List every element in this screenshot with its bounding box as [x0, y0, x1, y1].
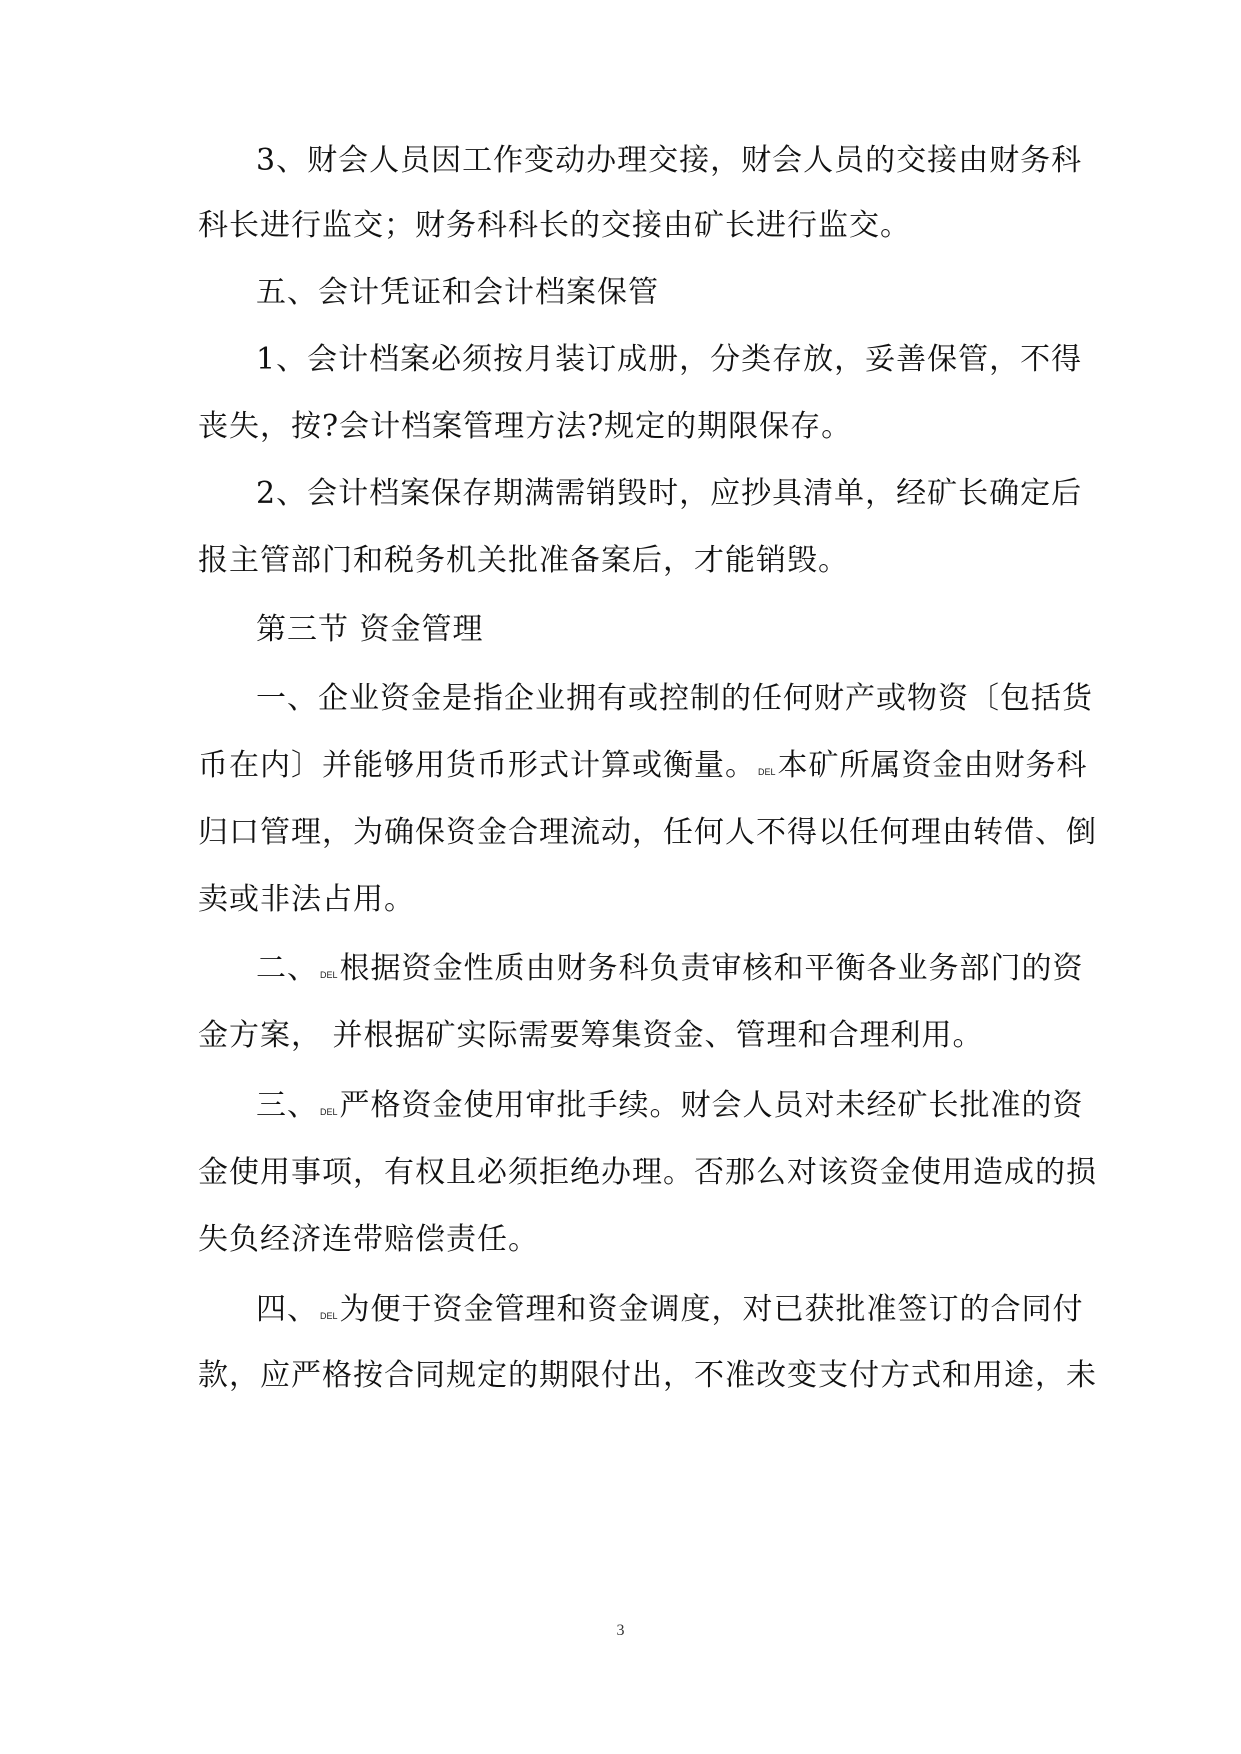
text-line: 科长进行监交；财务科科长的交接由矿长进行监交。: [198, 208, 911, 243]
text-segment: 严格资金使用审批手续。财会人员对未经矿长批准的资: [339, 1088, 1084, 1123]
section-heading: 第三节 资金管理: [256, 612, 484, 647]
text-line: [256, 1292, 1084, 1334]
text-line: 归口管理，为确保资金合理流动，任何人不得以任何理由转借、倒: [198, 815, 1097, 850]
text-line: [256, 951, 1084, 993]
text-segment: 二、: [256, 951, 318, 986]
text-line: 卖或非法占用。: [198, 882, 415, 917]
text-line: 3、财会人员因工作变动办理交接，财会人员的交接由财务科: [256, 143, 1083, 178]
text-line: 丧失，按?会计档案管理方法?规定的期限保存。: [198, 409, 853, 444]
del-mark: DEL: [320, 1107, 338, 1117]
text-line: 金方案， 并根据矿实际需要筹集资金、管理和合理利用。: [198, 1018, 984, 1053]
text-line: 1、会计档案必须按月装订成册，分类存放，妥善保管，不得: [256, 342, 1083, 377]
text-segment: 为便于资金管理和资金调度，对已获批准签订的合同付: [339, 1292, 1084, 1327]
page-number: 3: [616, 1622, 625, 1639]
text-line: 一、企业资金是指企业拥有或控制的任何财产或物资〔包括货: [256, 681, 1093, 716]
text-segment: 四、: [256, 1292, 318, 1327]
del-mark: DEL: [320, 1311, 338, 1321]
section-heading: 五、会计凭证和会计档案保管: [256, 275, 659, 310]
text-line: 款，应严格按合同规定的期限付出，不准改变支付方式和用途，未: [198, 1358, 1097, 1393]
text-segment: 三、: [256, 1088, 318, 1123]
text-line: [256, 1088, 1084, 1130]
text-segment: 币在内〕并能够用货币形式计算或衡量。: [198, 748, 756, 783]
text-line: 报主管部门和税务机关批准备案后，才能销毁。: [198, 543, 849, 578]
del-mark: DEL: [758, 767, 776, 777]
text-line: 金使用事项，有权且必须拒绝办理。否那么对该资金使用造成的损: [198, 1155, 1097, 1190]
text-line: 失负经济连带赔偿责任。: [198, 1222, 539, 1257]
text-segment: 本矿所属资金由财务科: [777, 748, 1088, 783]
text-segment: 根据资金性质由财务科负责审核和平衡各业务部门的资: [339, 951, 1084, 986]
text-line: 2、会计档案保存期满需销毁时，应抄具清单，经矿长确定后: [256, 476, 1083, 511]
text-line: [198, 748, 1088, 790]
del-mark: DEL: [320, 970, 338, 980]
